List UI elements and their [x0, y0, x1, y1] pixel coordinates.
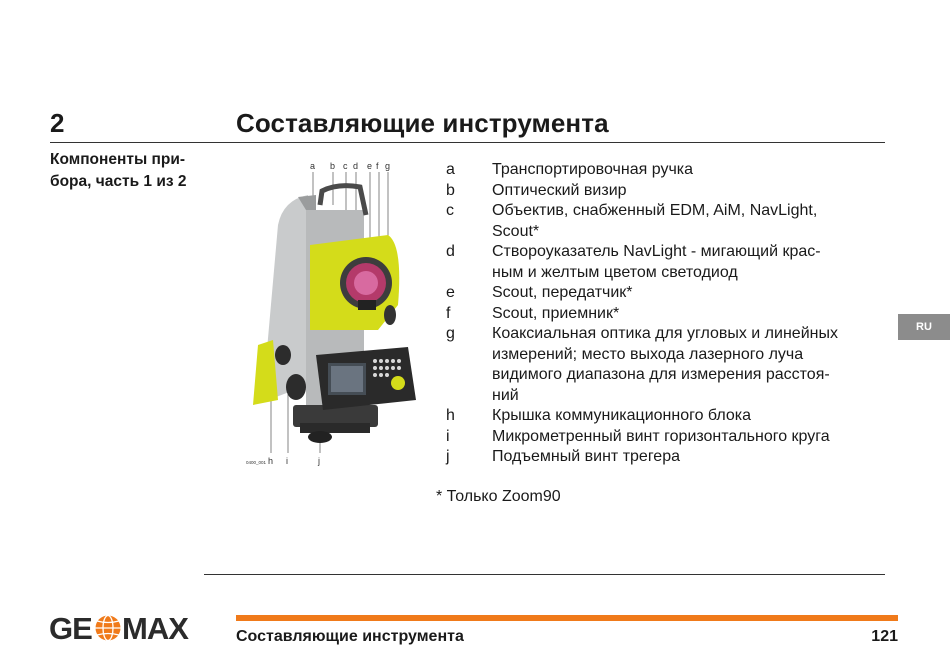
component-legend — [446, 160, 876, 468]
chapter-number: 2 — [50, 108, 65, 138]
callout-e: e — [367, 161, 373, 171]
legend-item — [446, 324, 876, 406]
legend-description — [492, 406, 876, 427]
callout-a: a — [310, 161, 316, 171]
legend-line: Объектив, снабженный EDM, AiM, NavLight, — [492, 202, 818, 219]
legend-description — [492, 201, 876, 242]
language-tab[interactable]: RU — [898, 314, 950, 340]
legend-line: Крышка коммуникационного блока — [492, 407, 752, 424]
legend-letter: d — [446, 243, 455, 260]
total-station-image — [238, 155, 428, 470]
legend-line: ным и желтым цветом светодиод — [492, 263, 738, 281]
bottom-divider — [204, 574, 885, 575]
section-heading-line: Компоненты при- — [50, 151, 186, 168]
legend-item — [446, 283, 876, 304]
svg-text:GE: GE — [49, 612, 92, 644]
legend-line: видимого диапазона для измерения расстоя- — [492, 366, 830, 383]
legend-letter: a — [446, 161, 455, 178]
legend-description — [492, 304, 876, 325]
legend-description — [492, 242, 876, 283]
legend-letter: i — [446, 427, 450, 445]
callout-b: b — [330, 161, 336, 171]
footnote: * Только Zoom90 — [436, 488, 561, 505]
legend-letter: j — [446, 448, 450, 465]
page-number: 121 — [871, 628, 898, 645]
figure-id-label: 0400_001 — [246, 460, 267, 465]
legend-line: Scout, приемник* — [492, 304, 620, 322]
legend-description — [492, 324, 876, 406]
legend-description — [492, 160, 876, 181]
callout-f: f — [376, 161, 379, 171]
geomax-logo — [49, 612, 217, 644]
callout-d: d — [353, 161, 359, 171]
legend-line: Транспортировочная ручка — [492, 161, 694, 178]
legend-description — [492, 181, 876, 202]
legend-line: Подъемный винт трегера — [492, 448, 680, 465]
legend-item — [446, 160, 876, 181]
svg-text:MAX: MAX — [122, 612, 188, 644]
legend-line: Scout* — [492, 222, 540, 240]
legend-line: Коаксиальная оптика для угловых и линейных — [492, 325, 838, 342]
legend-letter: h — [446, 407, 455, 424]
legend-item — [446, 406, 876, 427]
legend-item — [446, 242, 876, 283]
legend-line: измерений; место выхода лазерного луча — [492, 345, 804, 363]
legend-letter: c — [446, 202, 454, 219]
legend-item — [446, 201, 876, 242]
legend-description — [492, 283, 876, 304]
section-heading — [50, 149, 220, 193]
legend-line: Микрометренный винт горизонтального круга — [492, 427, 830, 445]
callout-g: g — [385, 161, 391, 171]
legend-letter: b — [446, 181, 455, 199]
legend-letter: e — [446, 284, 455, 301]
legend-letter: g — [446, 325, 455, 342]
legend-line: Оптический визир — [492, 181, 627, 199]
footer-title: Составляющие инструмента — [236, 628, 464, 645]
legend-item — [446, 304, 876, 325]
callout-c: c — [343, 161, 348, 171]
legend-line: Створоуказатель NavLight - мигающий крас- — [492, 243, 821, 260]
legend-item — [446, 181, 876, 202]
section-heading-line: бора, часть 1 из 2 — [50, 173, 187, 190]
legend-letter: f — [446, 304, 451, 322]
chapter-title: Составляющие инструмента — [236, 108, 609, 138]
legend-line: ний — [492, 386, 519, 404]
callout-h: h — [268, 456, 274, 466]
legend-line: Scout, передатчик* — [492, 284, 633, 301]
footer-accent-bar — [236, 615, 898, 621]
callout-i: i — [286, 456, 288, 466]
callout-j: j — [318, 456, 320, 466]
legend-item — [446, 427, 876, 448]
legend-description — [492, 427, 876, 448]
legend-description — [492, 447, 876, 468]
legend-item — [446, 447, 876, 468]
title-divider — [50, 142, 885, 143]
